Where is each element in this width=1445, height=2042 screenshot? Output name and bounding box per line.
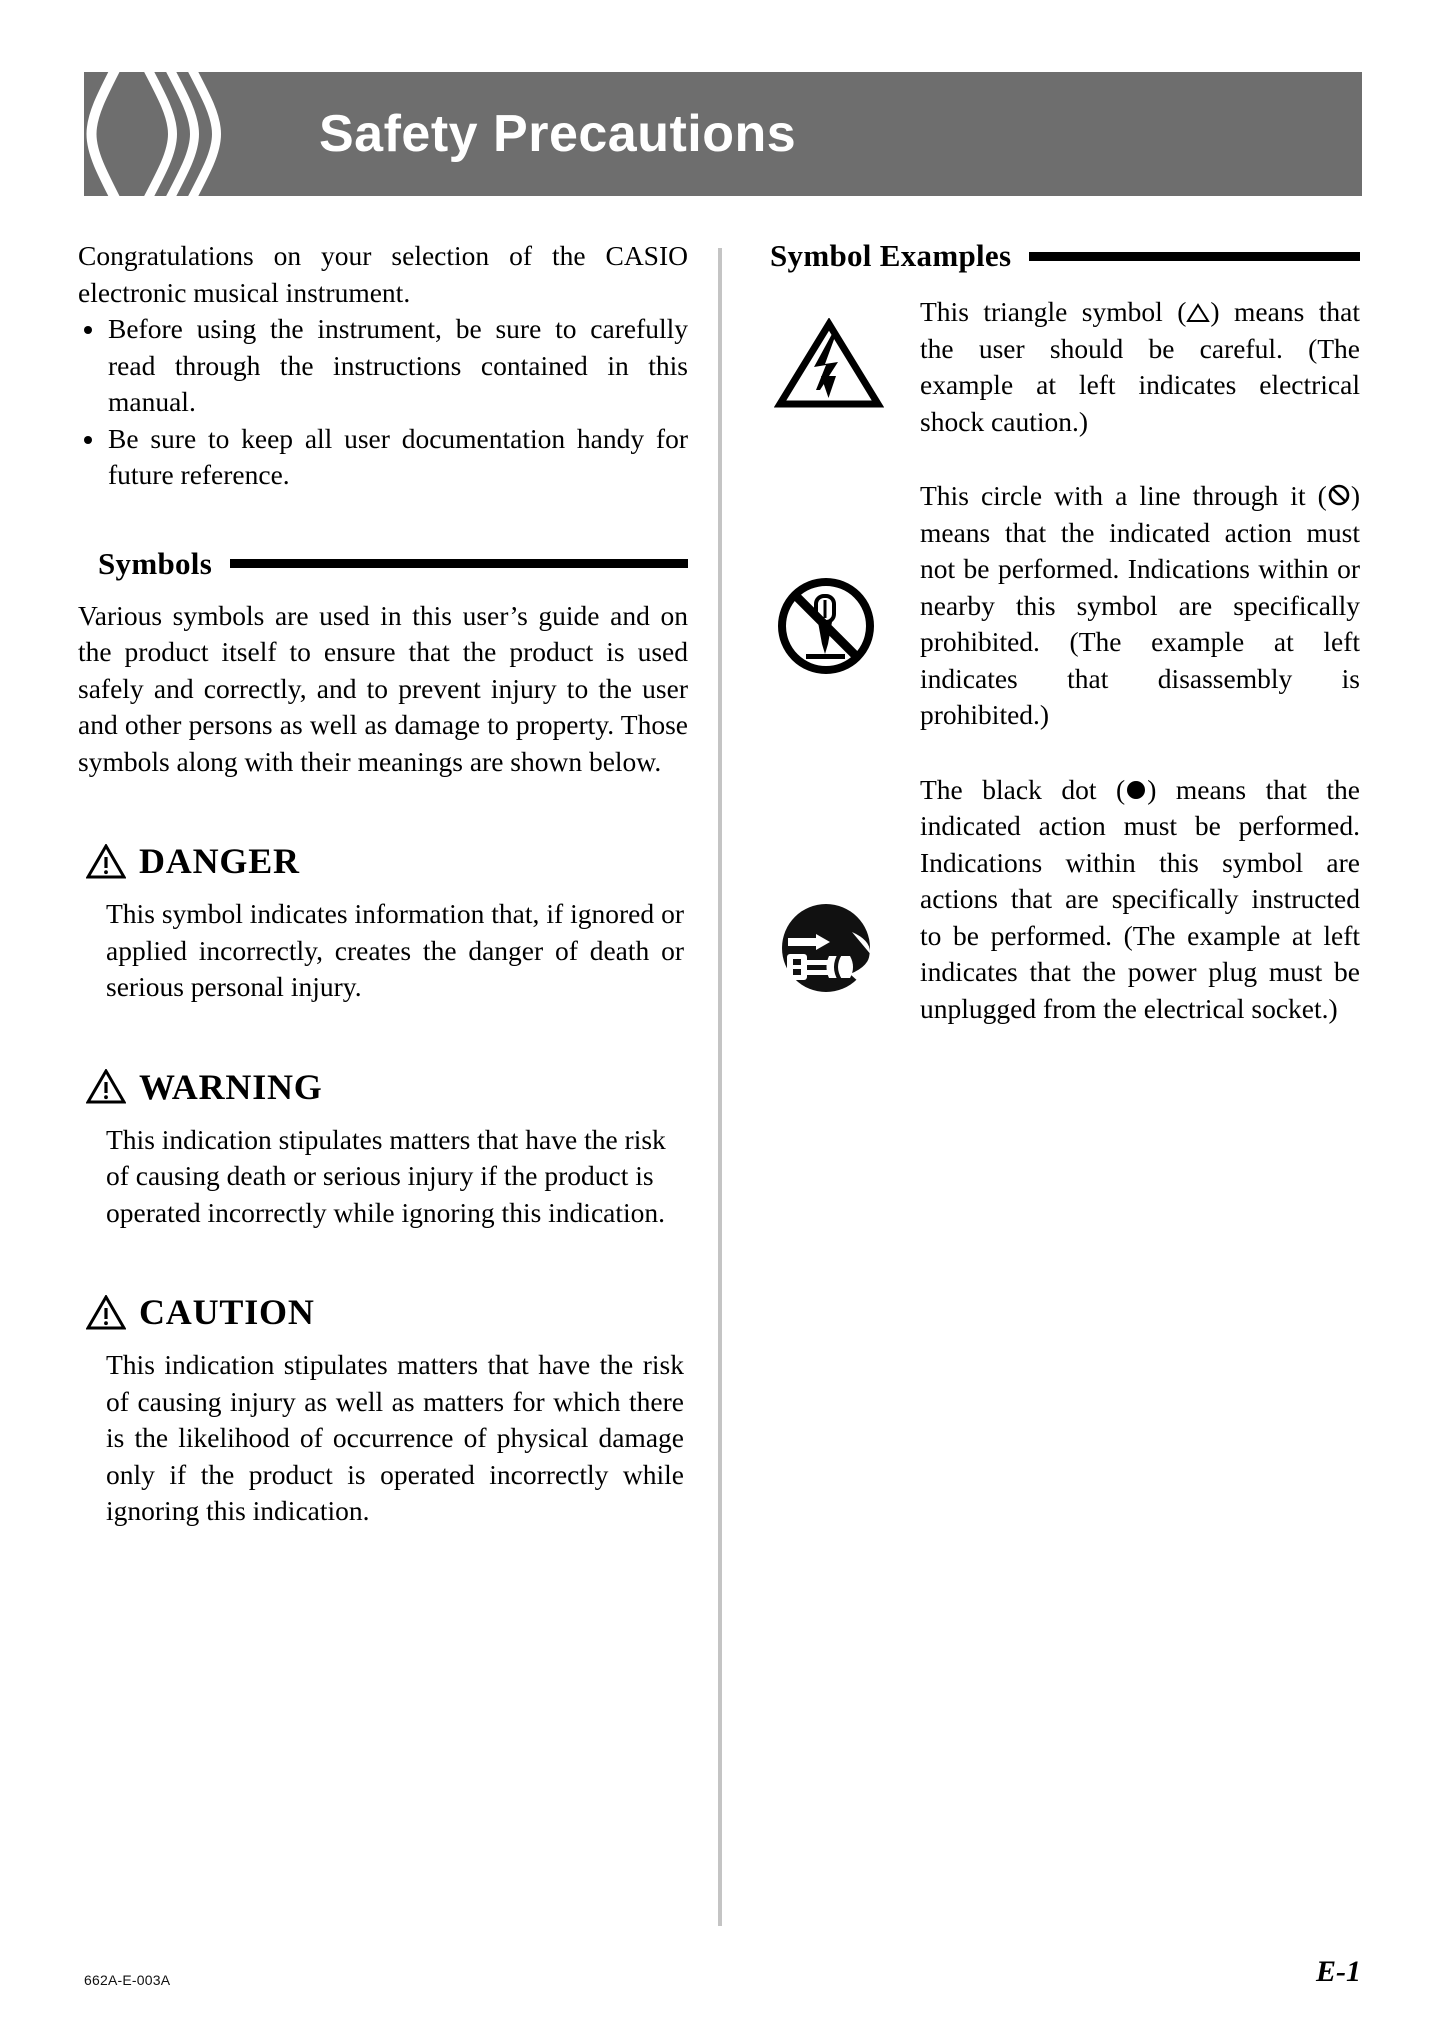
symbol-text-after: ) means that the indicated action must not be performed. Indications within or nearby this symbol are specifically prohibited. (The example at left indicates that disassembly is prohibited.)	[920, 480, 1360, 730]
symbol-example-text-blackdot	[920, 772, 1360, 1028]
alert-body-text: This symbol indicates information that, if ignored or applied incorrectly, creates the danger of death or serious personal injury.	[106, 898, 684, 1002]
intro-paragraph: Congratulations on your selection of the CASIO electronic musical instrument.	[78, 240, 688, 308]
bullet-dot-icon	[84, 436, 92, 444]
electric-shock-triangle-icon	[774, 318, 884, 410]
symbol-text-after: ) means that the user should be careful. (The example at left indicates electrical shock caution.)	[920, 296, 1360, 437]
alert-heading-warning	[78, 1066, 688, 1108]
symbol-icon-wrapper	[774, 318, 884, 415]
alert-body-warning	[78, 1122, 688, 1232]
symbols-section-heading	[78, 546, 688, 582]
unplug-power-icon	[774, 896, 882, 1000]
bullet-dot-icon	[84, 326, 92, 334]
prohibition-circle-icon	[1327, 483, 1351, 507]
triangle-outline-icon	[1186, 303, 1210, 323]
alert-body-text: This indication stipulates matters that have the risk of causing injury as well as matters for which there is the likelihood of occurrence of physical damage only if the product is operated incorrectly while ignoring this indication.	[106, 1349, 684, 1526]
sound-wave-icon	[84, 72, 304, 196]
heading-rule	[230, 559, 688, 568]
no-disassembly-icon	[774, 574, 878, 678]
page-header-banner	[84, 72, 1362, 196]
intro-bullet-list	[78, 311, 688, 494]
warning-triangle-icon	[86, 1069, 126, 1104]
symbol-icon-wrapper	[774, 896, 882, 1005]
symbols-heading-label: Symbols	[98, 545, 213, 581]
warning-triangle-icon	[86, 1295, 126, 1330]
list-item-label: Before using the instrument, be sure to carefully read through the instructions contained in this manual.	[108, 313, 688, 417]
list-item-label: Be sure to keep all user documentation handy for future reference.	[108, 422, 688, 490]
heading-rule	[1029, 252, 1360, 261]
symbol-example-text-triangle	[920, 294, 1360, 440]
list-item	[78, 421, 688, 494]
alert-label: WARNING	[139, 1066, 323, 1107]
black-dot-icon	[1125, 779, 1147, 801]
alert-label: CAUTION	[139, 1292, 315, 1332]
symbol-examples-heading	[770, 238, 1360, 274]
symbols-section-body: Various symbols are used in this user’s guide and on the product itself to ensure that the product is used safely and correctly, and to prevent injury to the user and other persons as well as damage to property. Those symbols along with their meanings are shown below.	[78, 599, 688, 777]
right-column	[770, 238, 1360, 1027]
alert-heading-danger	[78, 840, 688, 882]
page-title: Safety Precautions	[319, 105, 797, 163]
symbol-text-before: This triangle symbol (	[920, 296, 1187, 327]
warning-triangle-icon	[86, 844, 126, 879]
alert-body-danger	[78, 896, 688, 1006]
symbol-text-before: This circle with a line through it (	[920, 480, 1327, 511]
column-divider	[718, 248, 722, 1926]
symbol-example-row-blackdot	[770, 772, 1360, 1028]
symbol-icon-wrapper	[774, 574, 878, 683]
symbol-text-after: ) means that the indicated action must be performed. Indications within this symbol are actions that are specifically instructed to be performed. (The example at left indicates that the power plug must be unplugged from the electrical socket.)	[920, 773, 1361, 1024]
alert-body-text: This indication stipulates matters that have the risk of causing death or serious injury if the product is operated incorrectly while ignoring this indication.	[106, 1123, 666, 1228]
alert-label: DANGER	[139, 841, 300, 881]
symbol-text-before: The black dot (	[920, 773, 1126, 805]
footer-page-number: E-1	[1316, 1955, 1361, 1988]
left-column	[78, 238, 688, 1530]
list-item	[78, 311, 688, 421]
footer-document-code: 662A-E-003A	[84, 1972, 171, 1988]
symbol-example-text-prohibition	[920, 478, 1360, 734]
symbol-examples-heading-label: Symbol Examples	[770, 238, 1012, 273]
symbol-example-row-prohibition	[770, 478, 1360, 734]
alert-heading-caution	[78, 1291, 688, 1333]
symbol-example-row-triangle	[770, 294, 1360, 440]
alert-body-caution	[78, 1347, 688, 1530]
